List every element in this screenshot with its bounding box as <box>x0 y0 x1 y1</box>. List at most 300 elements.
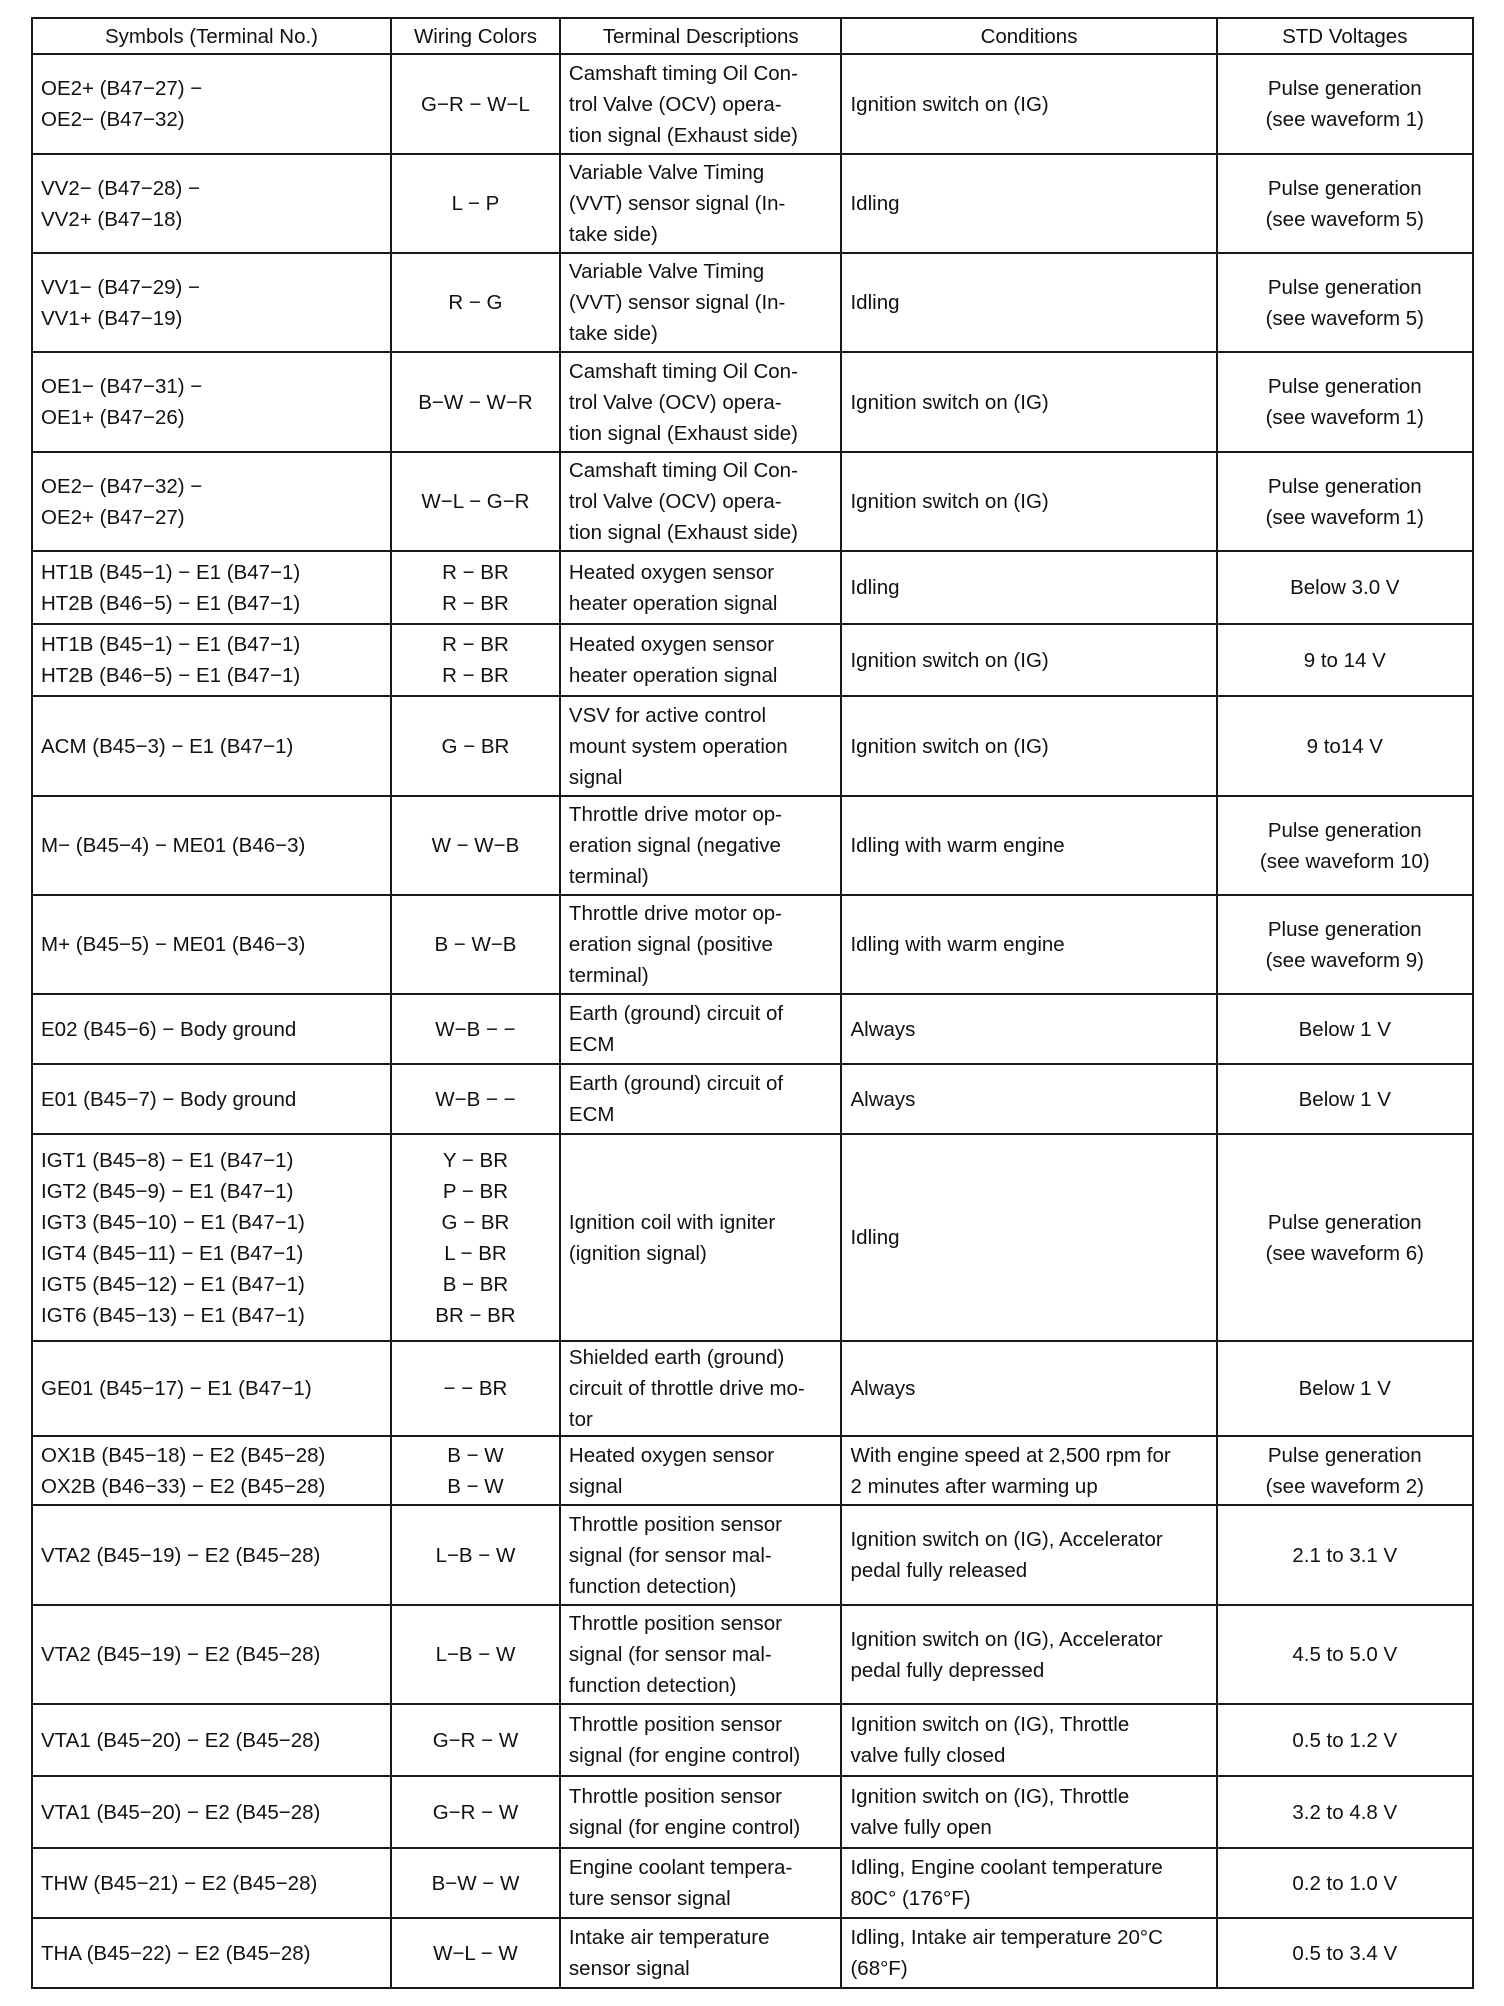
condition-cell <box>841 1848 1216 1918</box>
cell-line: Below 1 V <box>1298 1087 1391 1111</box>
cell-line: W−L − W <box>433 1941 518 1965</box>
symbols-cell <box>32 1605 391 1704</box>
cell-line: signal (for sensor mal- <box>568 1643 772 1666</box>
cell-line: IGT5 (B45−12) − E1 (B47−1) <box>41 1272 305 1296</box>
cell-line: Camshaft timing Oil Con- <box>568 61 798 85</box>
cell-line: Pulse generation <box>1267 1443 1422 1467</box>
cell-line: trol Valve (OCV) opera- <box>568 390 782 414</box>
symbols-cell <box>32 796 391 895</box>
cell-line: trol Valve (OCV) opera- <box>568 490 782 513</box>
cell-line: 9 to14 V <box>1306 734 1383 758</box>
cell-line: Ignition switch on (IG) <box>850 92 1049 116</box>
cell-line: IGT6 (B45−13) − E1 (B47−1) <box>41 1303 305 1327</box>
header-row <box>32 18 1473 54</box>
std-voltage-cell <box>1217 1134 1473 1341</box>
symbols-cell <box>32 253 391 352</box>
header-symbols: Symbols (Terminal No.) <box>32 18 391 54</box>
cell-line: Earth (ground) circuit of <box>568 1072 784 1095</box>
std-voltage-cell <box>1217 54 1473 154</box>
std-voltage-cell <box>1217 1918 1473 1988</box>
cell-line: (see waveform 5) <box>1265 306 1424 330</box>
cell-line: OE2+ (B47−27) − <box>41 77 203 100</box>
wiring-colors-cell <box>391 253 560 352</box>
terminal-description-cell <box>560 551 842 624</box>
table-row <box>32 1064 1473 1134</box>
cell-line: Heated oxygen sensor <box>568 633 775 656</box>
header-terminal-descriptions: Terminal Descriptions <box>560 18 842 54</box>
cell-line: signal (for engine control) <box>568 1816 801 1839</box>
cell-line: Below 1 V <box>1298 1017 1391 1041</box>
cell-line: Camshaft timing Oil Con- <box>568 359 798 383</box>
condition-cell <box>841 1341 1216 1436</box>
cell-line: eration signal (positive <box>568 933 773 956</box>
symbols-cell <box>32 1134 391 1341</box>
cell-line: OX2B (B46−33) − E2 (B45−28) <box>41 1474 326 1498</box>
cell-line: IGT3 (B45−10) − E1 (B47−1) <box>41 1210 305 1234</box>
std-voltage-cell <box>1217 1776 1473 1848</box>
cell-line: take side) <box>568 322 658 345</box>
cell-line: (see waveform 1) <box>1265 505 1424 529</box>
cell-line: Earth (ground) circuit of <box>568 1002 784 1025</box>
table-row <box>32 1848 1473 1918</box>
cell-line: E01 (B45−7) − Body ground <box>41 1087 297 1111</box>
cell-line: 3.2 to 4.8 V <box>1292 1800 1398 1824</box>
symbols-cell <box>32 1341 391 1436</box>
cell-line: Always <box>850 1377 916 1400</box>
table-row <box>32 452 1473 551</box>
table-row <box>32 994 1473 1064</box>
cell-line: tion signal (Exhaust side) <box>568 521 798 544</box>
condition-cell <box>841 1605 1216 1704</box>
cell-line: tor <box>568 1408 593 1431</box>
std-voltage-cell <box>1217 1704 1473 1776</box>
std-voltage-cell <box>1217 994 1473 1064</box>
cell-line: VV1+ (B47−19) <box>41 306 183 330</box>
cell-line: VV2+ (B47−18) <box>41 207 183 231</box>
condition-cell <box>841 624 1216 696</box>
wiring-colors-cell <box>391 1605 560 1704</box>
std-voltage-cell <box>1217 1605 1473 1704</box>
cell-line: 9 to 14 V <box>1303 648 1386 672</box>
header-conditions: Conditions <box>841 18 1216 54</box>
cell-line: B − W <box>447 1474 504 1498</box>
cell-line: Pulse generation <box>1267 375 1422 398</box>
symbols-cell <box>32 352 391 452</box>
symbols-cell <box>32 895 391 994</box>
cell-line: Pulse generation <box>1267 77 1422 100</box>
cell-line: terminal) <box>568 865 649 888</box>
terminal-description-cell <box>560 696 842 796</box>
symbols-cell <box>32 1776 391 1848</box>
condition-cell <box>841 1918 1216 1988</box>
symbols-cell <box>32 696 391 796</box>
cell-line: 0.2 to 1.0 V <box>1292 1871 1398 1895</box>
cell-line: L − BR <box>444 1241 507 1265</box>
cell-line: Throttle position sensor <box>568 1612 782 1635</box>
cell-line: Ignition switch on (IG), Throttle <box>850 1785 1130 1808</box>
terminal-description-cell <box>560 1436 842 1505</box>
cell-line: Ignition coil with igniter <box>568 1210 776 1234</box>
cell-line: G−R − W <box>432 1728 519 1752</box>
wiring-colors-cell <box>391 54 560 154</box>
cell-line: ACM (B45−3) − E1 (B47−1) <box>41 734 294 758</box>
terminal-description-cell <box>560 1704 842 1776</box>
cell-line: Ignition switch on (IG) <box>850 734 1049 758</box>
std-voltage-cell <box>1217 551 1473 624</box>
cell-line: B−W − W−R <box>418 390 533 414</box>
cell-line: G−R − W−L <box>421 92 530 116</box>
cell-line: Camshaft timing Oil Con- <box>568 459 798 482</box>
cell-line: Idling with warm engine <box>850 834 1065 857</box>
cell-line: 2 minutes after warming up <box>850 1474 1098 1498</box>
symbols-cell <box>32 54 391 154</box>
terminal-description-cell <box>560 624 842 696</box>
condition-cell <box>841 551 1216 624</box>
table-row <box>32 154 1473 253</box>
cell-line: 80C° (176°F) <box>850 1887 971 1910</box>
cell-line: (VVT) sensor signal (In- <box>568 192 786 215</box>
wiring-colors-cell <box>391 624 560 696</box>
cell-line: B − W−B <box>434 933 517 956</box>
cell-line: Idling, Intake air temperature 20°C <box>850 1926 1163 1949</box>
cell-line: signal <box>568 1474 623 1498</box>
cell-line: Ignition switch on (IG), Accelerator <box>850 1627 1163 1651</box>
cell-line: W − W−B <box>431 834 520 857</box>
cell-line: Idling <box>850 576 900 599</box>
wiring-colors-cell <box>391 1064 560 1134</box>
condition-cell <box>841 154 1216 253</box>
cell-line: function detection) <box>568 1574 737 1598</box>
cell-line: L−B − W <box>435 1543 516 1567</box>
symbols-cell <box>32 452 391 551</box>
cell-line: ECM <box>568 1033 615 1056</box>
wiring-colors-cell <box>391 1436 560 1505</box>
cell-line: M− (B45−4) − ME01 (B46−3) <box>41 834 306 857</box>
cell-line: Ignition switch on (IG), Accelerator <box>850 1528 1163 1551</box>
cell-line: Idling <box>850 291 900 314</box>
cell-line: Pulse generation <box>1267 474 1422 498</box>
symbols-cell <box>32 551 391 624</box>
symbols-cell <box>32 1848 391 1918</box>
cell-line: 2.1 to 3.1 V <box>1292 1543 1398 1567</box>
condition-cell <box>841 696 1216 796</box>
cell-line: circuit of throttle drive mo- <box>568 1377 805 1400</box>
cell-line: OE2+ (B47−27) <box>41 505 185 529</box>
cell-line: (see waveform 2) <box>1265 1474 1424 1498</box>
table-row <box>32 352 1473 452</box>
terminal-description-cell <box>560 54 842 154</box>
table-row <box>32 696 1473 796</box>
std-voltage-cell <box>1217 624 1473 696</box>
cell-line: Idling <box>850 192 900 215</box>
cell-line: Throttle position sensor <box>568 1713 782 1736</box>
cell-line: Pulse generation <box>1267 1210 1422 1234</box>
cell-line: THA (B45−22) − E2 (B45−28) <box>41 1941 311 1965</box>
cell-line: OE2− (B47−32) − <box>41 474 203 498</box>
symbols-cell <box>32 624 391 696</box>
cell-line: heater operation signal <box>568 664 778 687</box>
condition-cell <box>841 1704 1216 1776</box>
table-row <box>32 1704 1473 1776</box>
cell-line: function detection) <box>568 1674 737 1697</box>
symbols-cell <box>32 1436 391 1505</box>
cell-line: Ignition switch on (IG) <box>850 648 1049 672</box>
cell-line: Idling with warm engine <box>850 933 1065 956</box>
wiring-colors-cell <box>391 1505 560 1605</box>
table-row <box>32 1505 1473 1605</box>
wiring-colors-cell <box>391 796 560 895</box>
std-voltage-cell <box>1217 1064 1473 1134</box>
std-voltage-cell <box>1217 1848 1473 1918</box>
std-voltage-cell <box>1217 452 1473 551</box>
cell-line: VTA2 (B45−19) − E2 (B45−28) <box>41 1643 321 1666</box>
cell-line: trol Valve (OCV) opera- <box>568 92 782 116</box>
table-row <box>32 895 1473 994</box>
header-wiring-colors: Wiring Colors <box>391 18 560 54</box>
wiring-colors-cell <box>391 1848 560 1918</box>
wiring-colors-cell <box>391 1341 560 1436</box>
cell-line: HT2B (B46−5) − E1 (B47−1) <box>41 591 301 615</box>
condition-cell <box>841 54 1216 154</box>
terminal-description-cell <box>560 154 842 253</box>
terminal-description-cell <box>560 1918 842 1988</box>
cell-line: Pulse generation <box>1267 176 1422 200</box>
std-voltage-cell <box>1217 1436 1473 1505</box>
cell-line: VV2− (B47−28) − <box>41 176 200 200</box>
cell-line: W−B − − <box>435 1087 516 1111</box>
cell-line: Variable Valve Timing <box>568 161 765 184</box>
cell-line: Heated oxygen sensor <box>568 560 775 584</box>
table-row <box>32 1436 1473 1505</box>
wiring-colors-cell <box>391 1134 560 1341</box>
cell-line: R − BR <box>442 664 509 687</box>
condition-cell <box>841 253 1216 352</box>
cell-line: tion signal (Exhaust side) <box>568 421 798 445</box>
cell-line: IGT4 (B45−11) − E1 (B47−1) <box>41 1241 304 1265</box>
condition-cell <box>841 1134 1216 1341</box>
terminal-description-cell <box>560 352 842 452</box>
condition-cell <box>841 1776 1216 1848</box>
cell-line: Y − BR <box>442 1148 509 1172</box>
cell-line: signal (for sensor mal- <box>568 1543 772 1567</box>
cell-line: Below 1 V <box>1298 1377 1391 1400</box>
cell-line: HT2B (B46−5) − E1 (B47−1) <box>41 664 301 687</box>
wiring-colors-cell <box>391 696 560 796</box>
std-voltage-cell <box>1217 895 1473 994</box>
wiring-colors-cell <box>391 1776 560 1848</box>
cell-line: valve fully open <box>850 1816 992 1839</box>
cell-line: M+ (B45−5) − ME01 (B46−3) <box>41 933 306 956</box>
table-row <box>32 551 1473 624</box>
condition-cell <box>841 796 1216 895</box>
cell-line: (see waveform 10) <box>1259 849 1430 873</box>
cell-line: (see waveform 5) <box>1265 207 1424 231</box>
terminal-description-cell <box>560 1776 842 1848</box>
terminal-description-cell <box>560 1605 842 1704</box>
cell-line: OE1− (B47−31) − <box>41 375 203 398</box>
cell-line: (VVT) sensor signal (In- <box>568 291 786 314</box>
cell-line: Variable Valve Timing <box>568 260 765 283</box>
cell-line: Pluse generation <box>1267 917 1422 941</box>
cell-line: Ignition switch on (IG) <box>850 490 1049 513</box>
symbols-cell <box>32 1918 391 1988</box>
wiring-colors-cell <box>391 1918 560 1988</box>
wiring-colors-cell <box>391 895 560 994</box>
cell-line: mount system operation <box>568 734 788 758</box>
table-row <box>32 1341 1473 1436</box>
cell-line: pedal fully released <box>850 1559 1028 1582</box>
cell-line: G−R − W <box>432 1800 519 1824</box>
cell-line: VTA1 (B45−20) − E2 (B45−28) <box>41 1728 321 1752</box>
cell-line: B−W − W <box>431 1871 520 1895</box>
cell-line: With engine speed at 2,500 rpm for <box>850 1443 1171 1467</box>
cell-line: Heated oxygen sensor <box>568 1443 775 1467</box>
cell-line: L−B − W <box>435 1643 516 1666</box>
wiring-colors-cell <box>391 154 560 253</box>
cell-line: Throttle position sensor <box>568 1512 782 1536</box>
table-row <box>32 54 1473 154</box>
cell-line: OX1B (B45−18) − E2 (B45−28) <box>41 1443 326 1467</box>
table-row <box>32 1918 1473 1988</box>
std-voltage-cell <box>1217 253 1473 352</box>
cell-line: (ignition signal) <box>568 1241 707 1265</box>
cell-line: R − BR <box>442 633 509 656</box>
cell-line: − − BR <box>443 1377 508 1400</box>
header-std-voltages: STD Voltages <box>1217 18 1473 54</box>
terminal-description-cell <box>560 1134 842 1341</box>
terminal-description-cell <box>560 1505 842 1605</box>
cell-line: ECM <box>568 1103 615 1126</box>
cell-line: R − BR <box>442 560 509 584</box>
wiring-colors-cell <box>391 452 560 551</box>
cell-line: (see waveform 9) <box>1265 948 1424 972</box>
cell-line: Throttle position sensor <box>568 1785 782 1808</box>
std-voltage-cell <box>1217 154 1473 253</box>
cell-line: eration signal (negative <box>568 834 781 857</box>
cell-line: valve fully closed <box>850 1744 1006 1767</box>
cell-line: heater operation signal <box>568 591 778 615</box>
condition-cell <box>841 352 1216 452</box>
cell-line: Pulse generation <box>1267 275 1422 299</box>
cell-line: Engine coolant tempera- <box>568 1856 793 1879</box>
cell-line: Idling <box>850 1226 900 1249</box>
cell-line: signal (for engine control) <box>568 1744 801 1767</box>
cell-line: G − BR <box>441 1210 510 1234</box>
terminal-description-cell <box>560 1064 842 1134</box>
cell-line: Throttle drive motor op- <box>568 902 782 925</box>
cell-line: E02 (B45−6) − Body ground <box>41 1017 297 1041</box>
symbols-cell <box>32 154 391 253</box>
cell-line: 0.5 to 3.4 V <box>1292 1941 1398 1965</box>
terminal-description-cell <box>560 253 842 352</box>
cell-line: Intake air temperature <box>568 1926 770 1949</box>
table-row <box>32 1134 1473 1341</box>
table-row <box>32 796 1473 895</box>
cell-line: THW (B45−21) − E2 (B45−28) <box>41 1871 318 1895</box>
wiring-colors-cell <box>391 994 560 1064</box>
std-voltage-cell <box>1217 696 1473 796</box>
cell-line: IGT2 (B45−9) − E1 (B47−1) <box>41 1179 294 1203</box>
terminal-description-cell <box>560 796 842 895</box>
cell-line: W−B − − <box>435 1017 516 1041</box>
wiring-colors-cell <box>391 551 560 624</box>
cell-line: ture sensor signal <box>568 1887 731 1910</box>
terminal-description-cell <box>560 452 842 551</box>
cell-line: IGT1 (B45−8) − E1 (B47−1) <box>41 1148 294 1172</box>
cell-line: (see waveform 6) <box>1265 1241 1424 1265</box>
cell-line: B − W <box>447 1443 504 1467</box>
terminal-description-cell <box>560 895 842 994</box>
cell-line: VSV for active control <box>568 703 767 727</box>
cell-line: terminal) <box>568 964 649 987</box>
cell-line: (see waveform 1) <box>1265 108 1424 131</box>
cell-line: W−L − G−R <box>421 490 530 513</box>
symbols-cell <box>32 1064 391 1134</box>
cell-line: 4.5 to 5.0 V <box>1292 1643 1398 1666</box>
cell-line: VV1− (B47−29) − <box>41 275 200 299</box>
cell-line: B − BR <box>442 1272 509 1296</box>
table-row <box>32 624 1473 696</box>
cell-line: (see waveform 1) <box>1265 406 1424 429</box>
symbols-cell <box>32 1505 391 1605</box>
condition-cell <box>841 895 1216 994</box>
cell-line: R − BR <box>442 591 509 615</box>
table-row <box>32 1605 1473 1704</box>
condition-cell <box>841 1064 1216 1134</box>
cell-line: P − BR <box>442 1179 509 1203</box>
terminal-description-cell <box>560 994 842 1064</box>
symbols-cell <box>32 1704 391 1776</box>
cell-line: tion signal (Exhaust side) <box>568 123 798 147</box>
std-voltage-cell <box>1217 796 1473 895</box>
terminal-description-cell <box>560 1341 842 1436</box>
cell-line: Idling, Engine coolant temperature <box>850 1856 1163 1879</box>
cell-line: Shielded earth (ground) <box>568 1346 785 1369</box>
std-voltage-cell <box>1217 1341 1473 1436</box>
wiring-colors-cell <box>391 352 560 452</box>
cell-line: Ignition switch on (IG), Throttle <box>850 1713 1130 1736</box>
table-row <box>32 253 1473 352</box>
cell-line: L − P <box>451 192 500 215</box>
cell-line: R − G <box>448 291 503 314</box>
cell-line: VTA2 (B45−19) − E2 (B45−28) <box>41 1543 321 1567</box>
cell-line: Ignition switch on (IG) <box>850 390 1049 414</box>
cell-line: G − BR <box>441 734 510 758</box>
std-voltage-cell <box>1217 352 1473 452</box>
cell-line: Always <box>850 1017 916 1041</box>
wiring-colors-cell <box>391 1704 560 1776</box>
cell-line: HT1B (B45−1) − E1 (B47−1) <box>41 633 301 656</box>
std-voltage-cell <box>1217 1505 1473 1605</box>
cell-line: pedal fully depressed <box>850 1658 1045 1682</box>
cell-line: BR − BR <box>435 1303 516 1327</box>
cell-line: Below 3.0 V <box>1290 576 1400 599</box>
condition-cell <box>841 1436 1216 1505</box>
condition-cell <box>841 1505 1216 1605</box>
cell-line: 0.5 to 1.2 V <box>1292 1728 1398 1752</box>
cell-line: (68°F) <box>850 1957 908 1980</box>
cell-line: Throttle drive motor op- <box>568 803 782 826</box>
table-row <box>32 1776 1473 1848</box>
ecm-terminal-table <box>31 17 1474 1989</box>
cell-line: VTA1 (B45−20) − E2 (B45−28) <box>41 1800 321 1824</box>
condition-cell <box>841 994 1216 1064</box>
condition-cell <box>841 452 1216 551</box>
symbols-cell <box>32 994 391 1064</box>
cell-line: Always <box>850 1087 916 1111</box>
terminal-description-cell <box>560 1848 842 1918</box>
cell-line: OE2− (B47−32) <box>41 108 185 131</box>
